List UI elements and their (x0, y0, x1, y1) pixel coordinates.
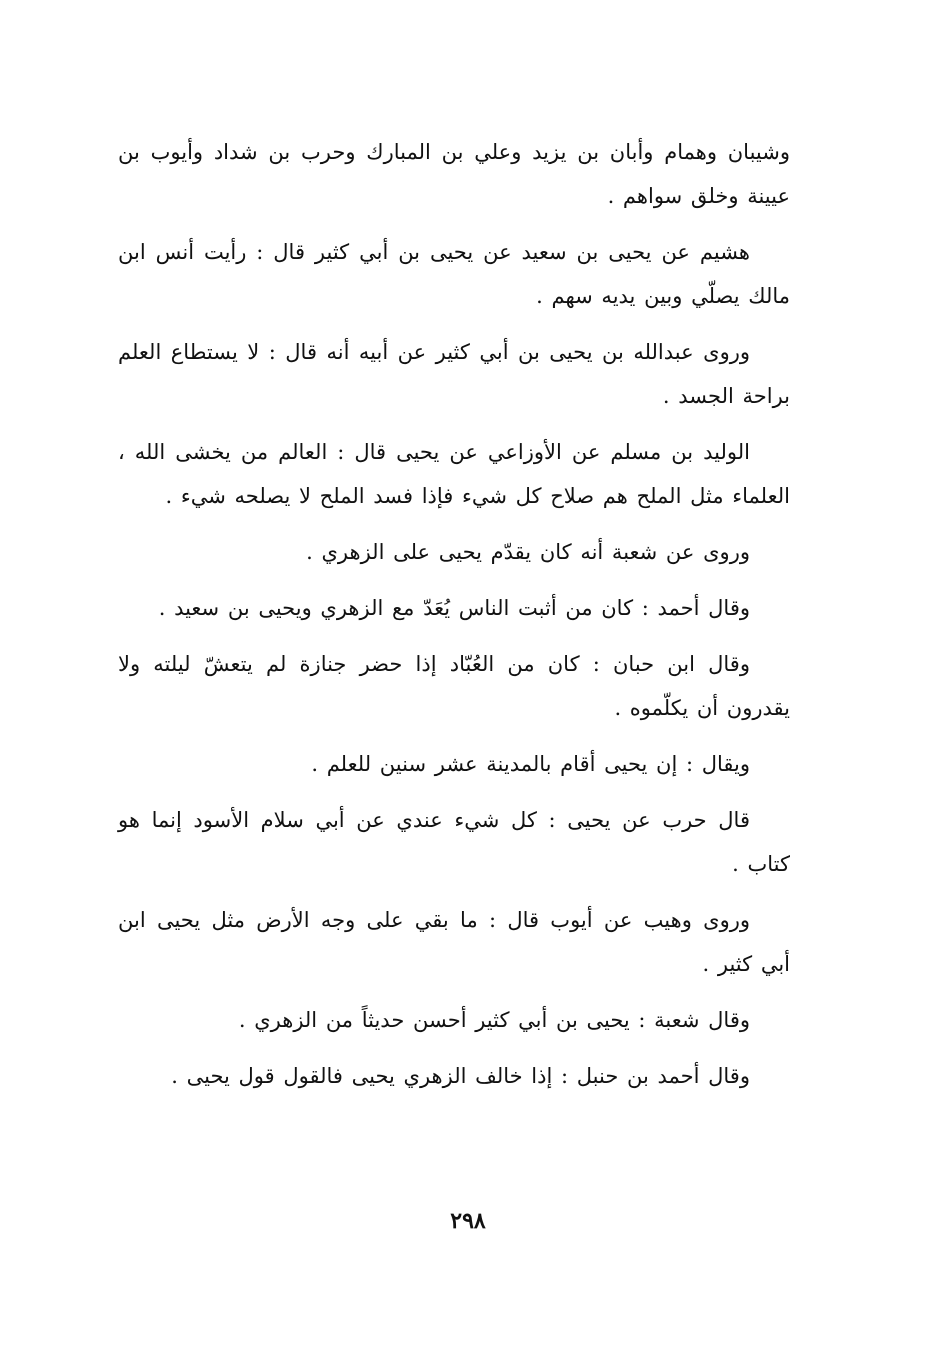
paragraph-2: هشيم عن يحيى بن سعيد عن يحيى بن أبي كثير قال : رأيت أنس ابن مالك يصلّي وبين يديه سهم . (118, 240, 790, 308)
paragraph-11: وقال شعبة : يحيى بن أبي كثير أحسن حديثاً من الزهري . (238, 1008, 750, 1032)
paragraph-8: ويقال : إن يحيى أقام بالمدينة عشر سنين للعلم . (311, 752, 750, 776)
paragraph-3: وروى عبدالله بن يحيى بن أبي كثير عن أبيه أنه قال : لا يستطاع العلم براحة الجسد . (118, 340, 790, 408)
main-text (118, 130, 790, 1110)
page-number: ٢٩٨ (450, 1208, 486, 1234)
paragraph-6: وقال أحمد : كان من أثبت الناس يُعَدّ مع الزهري ويحيى بن سعيد . (158, 596, 750, 620)
paragraph-9: قال حرب عن يحيى : كل شيء عندي عن أبي سلام الأسود إنما هو كتاب . (118, 808, 790, 876)
paragraph-12: وقال أحمد بن حنبل : إذا خالف الزهري يحيى فالقول قول يحيى . (171, 1064, 750, 1088)
paragraph-7: وقال ابن حبان : كان من العُبّاد إذا حضر جنازة لم يتعشّ ليلته ولا يقدرون أن يكلّموه . (118, 652, 790, 720)
paragraph-10: وروى وهيب عن أيوب قال : ما بقي على وجه الأرض مثل يحيى ابن أبي كثير . (118, 908, 790, 976)
paragraph-1: وشيبان وهمام وأبان بن يزيد وعلي بن المبارك وحرب بن شداد وأيوب بن عيينة وخلق سواهم . (118, 140, 790, 208)
paragraph-4: الوليد بن مسلم عن الأوزاعي عن يحيى قال : العالم من يخشى الله ، العلماء مثل الملح هم صلاح كل شيء فإذا فسد الملح لا يصلحه شيء . (118, 440, 790, 508)
paragraph-5: وروى عن شعبة أنه كان يقدّم يحيى على الزهري . (306, 540, 750, 564)
